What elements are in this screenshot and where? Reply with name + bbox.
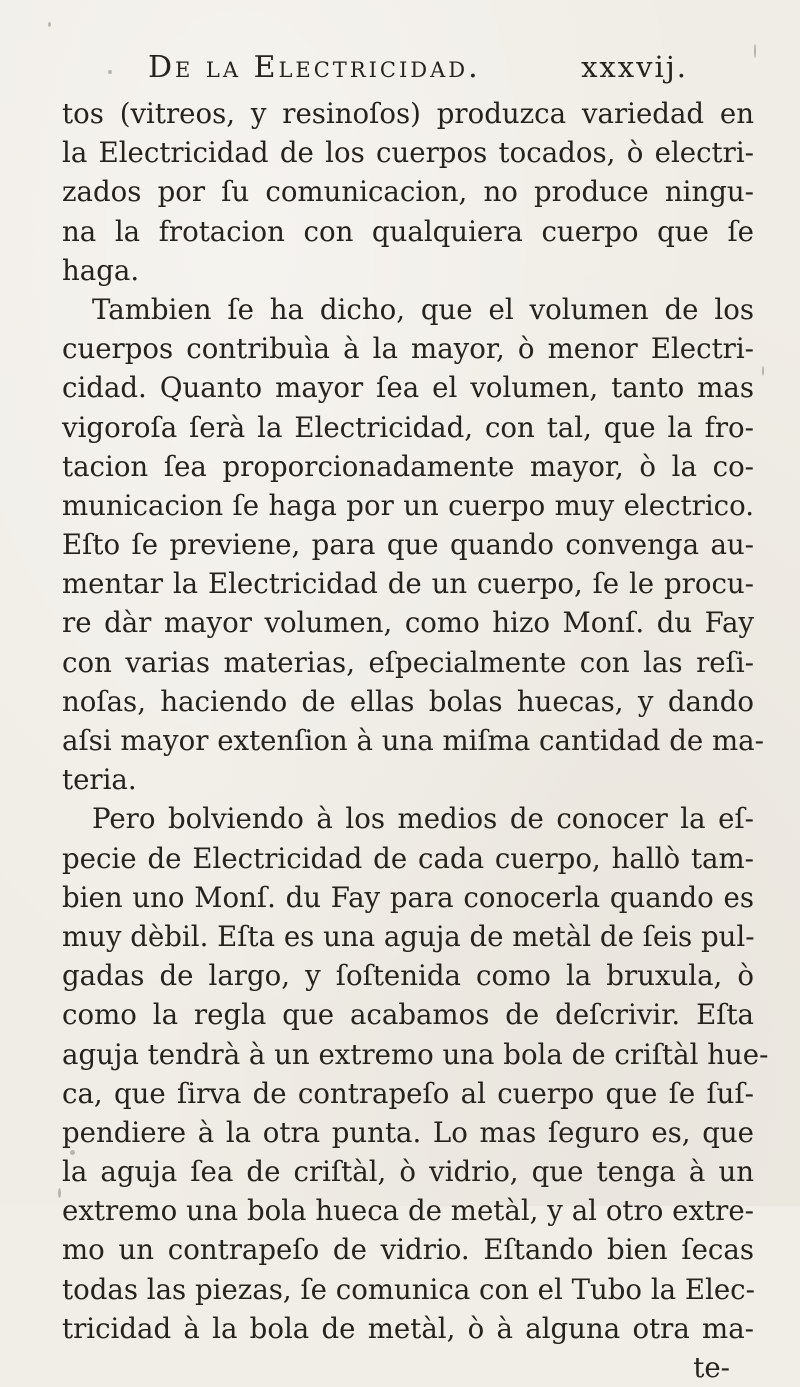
text-line: como la regla que acabamos de deſcrivir. Eſta [62, 998, 754, 1032]
text-line: pecie de Electricidad de cada cuerpo, hallò tam- [62, 841, 754, 875]
ink-speck [108, 70, 112, 74]
text-line: municacion ſe haga por un cuerpo muy electrico. [62, 488, 754, 522]
running-title: De la Electricidad. [148, 50, 481, 85]
running-head [148, 50, 688, 90]
text-line: mentar la Electricidad de un cuerpo, ſe le procu- [62, 567, 754, 601]
text-line: teria. [62, 763, 137, 797]
text-line: gadas de largo, y ſoſtenida como la bruxula, ò [62, 959, 754, 993]
ink-speck [58, 1188, 61, 1198]
text-line: tricidad à la bola de metàl, ò à alguna otra ma- [62, 1311, 754, 1345]
text-line: re dàr mayor volumen, como hizo Monſ. du Fay [62, 606, 754, 640]
text-line: zados por ſu comunicacion, no produce ningu- [62, 175, 754, 209]
ink-speck [754, 44, 756, 58]
text-line: con varias materias, eſpecialmente con las reſi- [62, 645, 754, 679]
ink-speck [48, 22, 51, 27]
text-line: pendiere à la otra punta. Lo mas ſeguro es, que [62, 1115, 754, 1149]
page-number: xxxvij. [581, 50, 688, 84]
ink-speck [762, 366, 764, 376]
text-line: Tambien ſe ha dicho, que el volumen de los [92, 292, 754, 326]
text-line: bien uno Monſ. du Fay para conocerla quando es [62, 880, 754, 914]
text-line: extremo una bola hueca de metàl, y al otro extre- [62, 1194, 754, 1228]
text-line: la Electricidad de los cuerpos tocados, ò electri- [62, 136, 754, 170]
text-line: cidad. Quanto mayor ſea el volumen, tanto mas [62, 371, 754, 405]
text-line: todas las piezas, ſe comunica con el Tubo la Elec- [62, 1272, 755, 1306]
text-line: noſas, haciendo de ellas bolas huecas, y dando [62, 684, 754, 718]
text-line: cuerpos contribuìa à la mayor, ò menor Electri- [62, 332, 754, 366]
text-line: Eſto ſe previene, para que quando convenga au- [62, 528, 754, 562]
text-line: la aguja ſea de criſtàl, ò vidrio, que tenga à un [62, 1155, 754, 1189]
ink-speck [70, 1150, 75, 1155]
text-line: aguja tendrà à un extremo una bola de criſtàl hue- [62, 1037, 769, 1071]
text-line: haga. [62, 253, 140, 287]
body-text [62, 94, 769, 1387]
text-line: vigoroſa ſerà la Electricidad, con tal, que la fro- [62, 410, 754, 444]
text-line: mo un contrapeſo de vidrio. Eſtando bien ſecas [62, 1233, 754, 1267]
text-line: aſsi mayor extenſion à una miſma cantidad de ma- [62, 724, 764, 757]
text-line: na la frotacion con qualquiera cuerpo que ſe [62, 214, 754, 248]
text-line: Pero bolviendo à los medios de conocer la eſ- [92, 802, 754, 836]
text-line: muy dèbil. Eſta es una aguja de metàl de ſeis pul- [62, 919, 755, 953]
text-line: tacion ſea proporcionadamente mayor, ò la co- [62, 449, 754, 483]
text-line: ca, que ſirva de contrapeſo al cuerpo que ſe ſuſ- [62, 1076, 754, 1110]
text-line: tos (vitreos, y resinoſos) produzca variedad en [62, 97, 754, 130]
catchword: te- [693, 1351, 730, 1384]
